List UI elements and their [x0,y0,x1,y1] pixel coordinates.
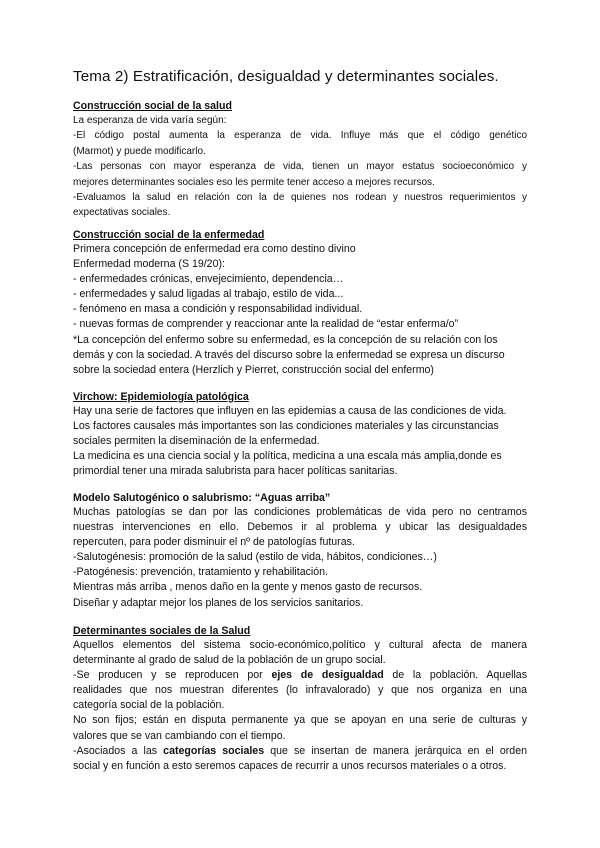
paragraph-line: -Evaluamos la salud en relación con la de quienes nos rodean y nuestros requerimientos y [73,192,527,204]
paragraph-line: determinante al grado de salud de la población de un grupo social. [73,654,386,667]
paragraph-line: Hay una serie de factores que influyen en las epidemias a causa de las condiciones de vida. [73,405,507,417]
section-determinantes-sociales [73,624,527,774]
paragraph-line: repercuten, para poder disminuir el nº de patologías futuras. [73,536,355,549]
paragraph-line: -Patogénesis: prevención, tratamiento y rehabilitación. [73,566,328,579]
paragraph-line: - nuevas formas de comprender y reaccionar ante la realidad de “estar enferma/o” [73,318,459,331]
paragraph-line-mixed [73,668,527,683]
section-heading: Determinantes sociales de la Salud [73,625,251,637]
emphasis-ejes-desigualdad: ejes de desigualdad [271,669,384,682]
paragraph-line: categoría social de la población. [73,699,225,712]
section-heading: Modelo Salutogénico o salubrismo: “Aguas arriba” [73,492,331,504]
paragraph-line: -El código postal aumenta la esperanza de vida. Influye más que el código genético [73,130,527,142]
paragraph-line: No son fijos; están en disputa permanente ya que se apoyan en una serie de culturas y [73,714,527,727]
paragraph-line: Primera concepción de enfermedad era como destino divino [73,243,356,255]
paragraph-line: Mientras más arriba , menos daño en la gente y menos gasto de recursos. [73,581,423,594]
section-heading: Construcción social de la salud [73,100,232,112]
paragraph-line: Los factores causales más importantes son las condiciones materiales y las circunstancias [73,420,499,433]
document-title: Tema 2) Estratificación, desigualdad y determinantes sociales. [73,68,499,85]
paragraph-line: expectativas sociales. [73,207,171,219]
paragraph-line: demás y con la sociedad. A través del discurso sobre la enfermedad se expresa un discurso [73,348,505,361]
paragraph-line: valores que se van cambiando con el tiempo. [73,729,286,742]
section-heading: Virchow: Epidemiología patológica [73,391,249,403]
paragraph-line: Diseñar y adaptar mejor los planes de los servicios sanitarios. [73,596,364,609]
paragraph-line: nuestras intervenciones en ello. Debemos ir al problema y ubicar las desigualdades [73,521,527,534]
text-run: -Asociados a las [73,744,164,757]
paragraph-line: primordial tener una mirada salubrista para hacer políticas sanitarias. [73,465,398,478]
paragraph-line: Enfermedad moderna (S 19/20): [73,258,225,271]
section-construccion-enfermedad [73,228,527,378]
paragraph-line: Muchas patologías se dan por las condiciones problemáticas de vida pero no centramos [73,506,527,518]
paragraph-line: social y en función a esto seremos capaces de recurrir a unos recursos materiales o a otros. [73,759,507,772]
section-virchow [73,390,527,479]
paragraph-line: -Las personas con mayor esperanza de vida, tienen un mayor estatus socioeconómico y [73,161,527,173]
paragraph-line: realidades que nos muestran diferentes (lo infravalorado) y que nos organiza en una [73,684,527,697]
paragraph-line-mixed [73,744,527,759]
text-run: que se insertan de manera jerárquica en el orden [264,744,527,757]
paragraph-line: La esperanza de vida varía según: [73,115,227,126]
paragraph-line: (Marmot) y puede modificarlo. [73,145,206,157]
paragraph-line: - enfermedades y salud ligadas al trabajo, estilo de vida... [73,288,344,301]
paragraph-line: - fenómeno en masa a condición y responsabilidad individual. [73,303,363,316]
text-run: -Se producen y se reproducen por [73,669,272,682]
emphasis-categorias-sociales: categorías sociales [163,744,265,757]
paragraph-line: *La concepción del enfermo sobre su enfermedad, es la concepción de su relación con los [73,333,498,346]
paragraph-line: - enfermedades crónicas, envejecimiento, dependencia… [73,273,344,286]
paragraph-line: sociales permiten la diseminación de la enfermedad. [73,435,320,448]
paragraph-line: Aquellos elementos del sistema socio-económico,político y cultural afecta de manera [73,639,527,651]
paragraph-line: La medicina es una ciencia social y la política, medicina a una escala más amplia,donde es [73,450,502,463]
section-modelo-salutogenico [73,491,527,611]
paragraph-line: sobre la sociedad entera (Herzlich y Pierret, construcción social del enfermo) [73,363,434,376]
section-construccion-salud [73,99,527,221]
text-run: de la población. Aquellas [383,669,527,682]
paragraph-line: -Salutogénesis: promoción de la salud (estilo de vida, hábitos, condiciones…) [73,551,437,564]
paragraph-line: mejores determinantes sociales eso les permite tener acceso a mejores recursos. [73,176,435,188]
section-heading: Construcción social de la enfermedad [73,229,265,241]
